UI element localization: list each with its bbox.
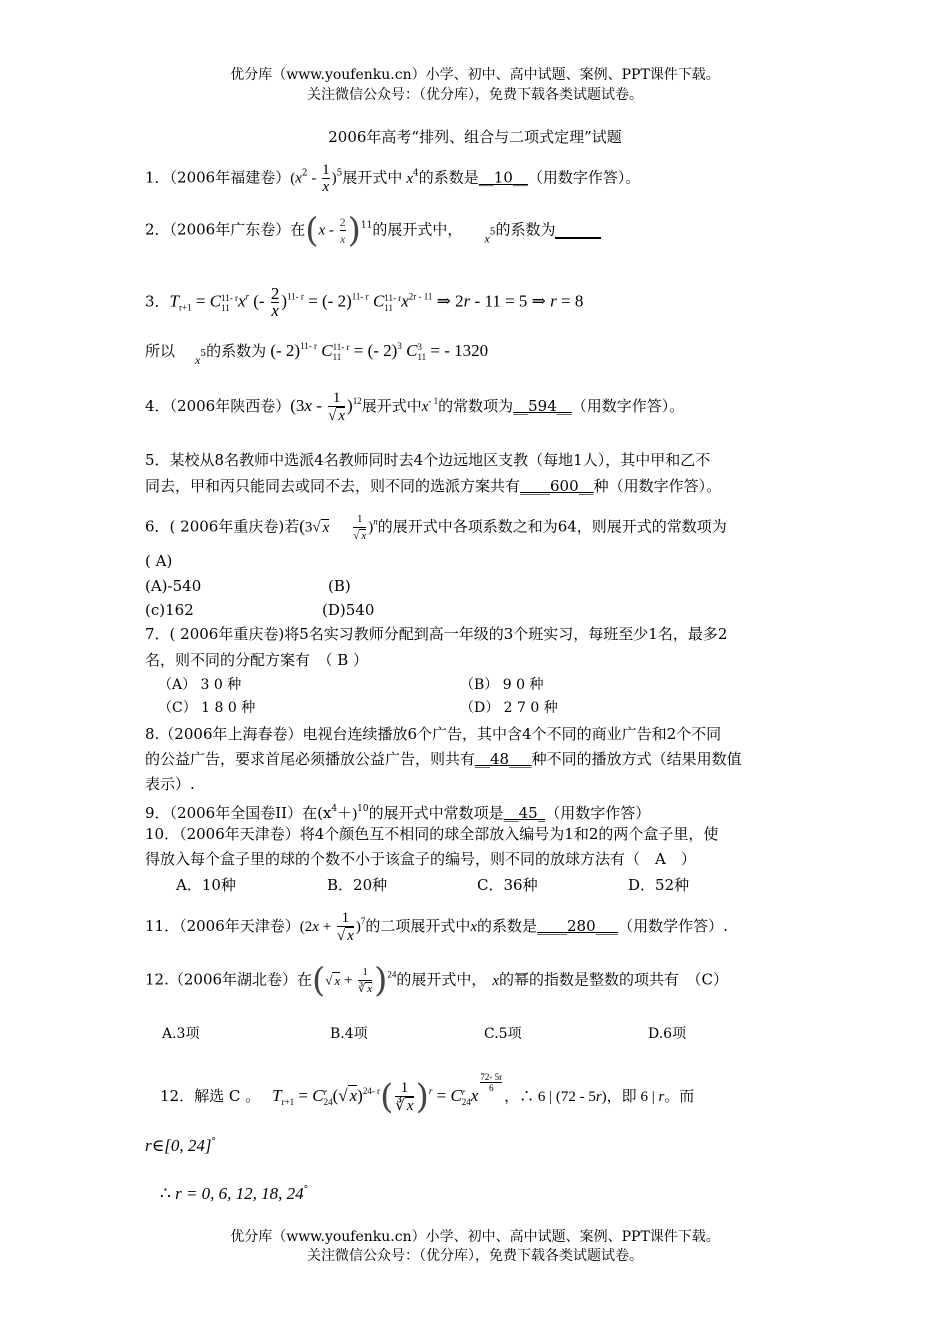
question-8-line-2: 的公益广告，要求首尾必须播放公益广告，则共有__48___种不同的播放方式（结果用数值 (145, 750, 742, 768)
option-a: A.3项 (162, 1026, 200, 1042)
option-a: (A)-540 (145, 577, 202, 595)
question-6: 6．( 2006年重庆卷)若(3√ x $\frac{1}{√ x}$ )$^n$的展开式中各项系数之和为64，则展开式的常数项为 (145, 513, 727, 542)
values-r: ∴ r = 0, 6, 12, 18, 24° (160, 1184, 309, 1203)
option-d: (D)540 (322, 601, 375, 619)
option-c: C．36种 (477, 876, 538, 894)
option-d: （D） 2 7 0 种 (460, 700, 558, 716)
option-b: B.4项 (330, 1026, 368, 1042)
option-c: (c)162 (145, 601, 194, 619)
option-c: （C） 1 8 0 种 (158, 700, 256, 716)
range-r: r∈[0, 24]° (145, 1136, 216, 1155)
header-line-1: 优分库（www.youfenku.cn）小学、初中、高中试题、案例、PPT课件下载。 (230, 67, 720, 83)
question-5-line-1: 5．某校从8名教师中选派4名教师同时去4个边远地区支教（每地1人），其中甲和乙不 (145, 451, 711, 469)
question-8-line-3: 表示）. (145, 775, 195, 793)
option-b: （B） 9 0 种 (460, 677, 544, 693)
option-d: D.6项 (648, 1026, 687, 1042)
question-3: 3．$T_{r+1} = C$ 11- r 11 $x^r$ (- $\frac{2}{x}$ )$^{11- r}$ = (- 2)$^{11- r}$ C 11- r 11 $x^{2r - 11}$ ⇒ 2r - 11 = 5 ⇒ r = 8 (145, 284, 584, 320)
option-b: (B) (328, 577, 351, 595)
question-6-answer: ( A) (145, 552, 173, 570)
question-2: 2．（2006年广东卷）在(x - $\frac{2}{x}$ )$^{11}$的展开式中， $_x$5的系数为 (145, 214, 601, 249)
question-8-line-1: 8.（2006年上海春卷）电视台连续播放6个广告，其中含4个不同的商业广告和2个不同 (145, 725, 722, 743)
question-3-result: 所以 $_x$5的系数为 (- 2)$^{11- r}$ C 11- r 11 = (- 2)$^3$ C 3 11 = - 1320 (145, 341, 489, 367)
solution-12: 12．解选 C 。 $T_{r+1} = C$ r 24 (√ x)$^{24- r}$( $\frac{1}{∛ x}$ )$^r$ = C r 24 x $\frac{72- 5r}{6}$ ，∴ 6 | (72 - 5r)，即 6 | r。而 (160, 1072, 695, 1117)
question-9: 9．（2006年全国卷II）在$(x^4+)^{10}$的展开式中常数项是__45_（用数字作答） (145, 804, 651, 822)
footer-line-2: 关注微信公众号：（优分库），免费下载各类试题试卷。 (307, 1248, 643, 1264)
question-4: 4．（2006年陕西卷）(3x - $\frac{1}{√ x}$ )$^{12}$展开式中$x^{- 1}$的常数项为__594__（用数字作答）。 (145, 390, 685, 424)
footer-line-1: 优分库（www.youfenku.cn）小学、初中、高中试题、案例、PPT课件下载。 (230, 1229, 720, 1245)
question-7-line-2: 名，则不同的分配方案有 （ B ） (145, 651, 369, 669)
question-7-line-1: 7．( 2006年重庆卷)将5名实习教师分配到高一年级的3个班实习，每班至少1名，最多2 (145, 625, 728, 643)
question-10-line-2: 得放入每个盒子里的球的个数不小于该盒子的编号，则不同的放球方法有（ A ） (145, 850, 696, 868)
question-5-line-2: 同去，甲和丙只能同去或同不去，则不同的选派方案共有____600__种（用数字作答）。 (145, 477, 722, 495)
question-11: 11．（2006年天津卷）(2x + $\frac{1}{√ x}$ )$^7$的二项展开式中x的系数是____280___（用数学作答）. (145, 910, 728, 944)
question-10-line-1: 10．（2006年天津卷）将4个颜色互不相同的球全部放入编号为1和2的两个盒子里，使 (145, 825, 719, 843)
option-a: A．10种 (176, 876, 236, 894)
question-12: 12.（2006年湖北卷）在(√ x + $\frac{1}{∛ x}$ )$^{24}$的展开式中， x的幂的指数是整数的项共有 （C） (145, 960, 729, 1001)
option-d: D．52种 (628, 876, 690, 894)
option-c: C.5项 (484, 1026, 522, 1042)
question-1: 1．（2006年福建卷）($x^2$ - $\frac{1}{x}$ )$^5$展开式中 $x^4$的系数是__10__（用数字作答）。 (145, 162, 641, 195)
header-line-2: 关注微信公众号：（优分库），免费下载各类试题试卷。 (307, 87, 643, 103)
option-a: （A） 3 0 种 (158, 677, 242, 693)
option-b: B．20种 (327, 876, 388, 894)
page-title: 2006年高考“排列、组合与二项式定理”试题 (328, 128, 622, 146)
